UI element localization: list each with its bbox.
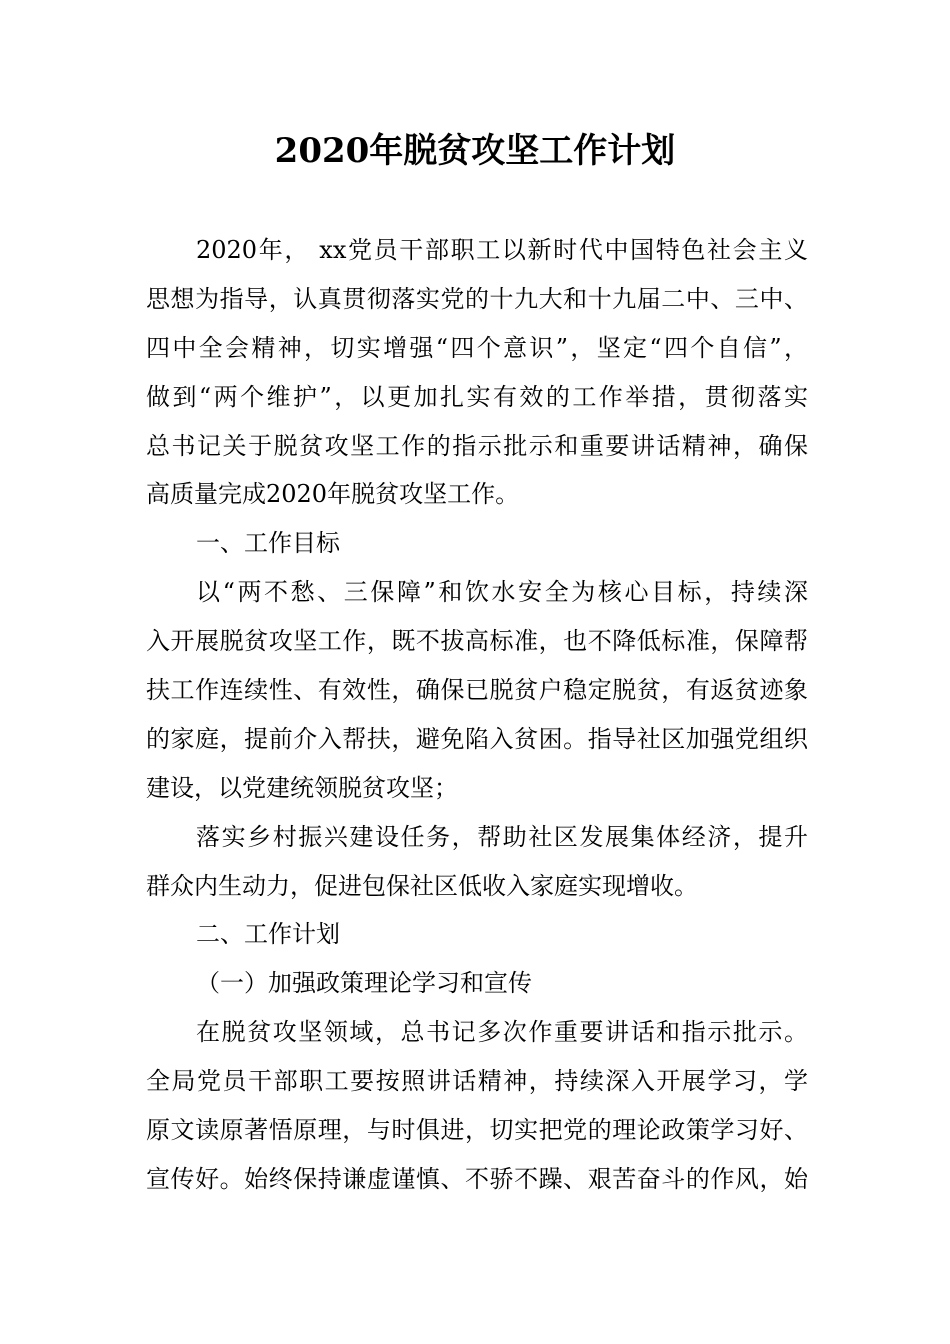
document-body <box>146 226 808 1204</box>
paragraph-line: 宣传好。始终保持谦虚谨慎、不骄不躁、艰苦奋斗的作风，始 <box>146 1164 808 1193</box>
paragraph-line: 扶工作连续性、有效性，确保已脱贫户稳定脱贫，有返贫迹象 <box>146 676 808 705</box>
paragraph-line: 入开展脱贫攻坚工作，既不拔高标准，也不降低标准，保障帮 <box>146 627 808 656</box>
document-title: 2020年脱贫攻坚工作计划 <box>274 131 676 171</box>
paragraph-line: 落实乡村振兴建设任务，帮助社区发展集体经济，提升 <box>196 822 808 851</box>
paragraph-line: 的家庭，提前介入帮扶，避免陷入贫困。指导社区加强党组织 <box>146 724 808 753</box>
paragraph-line: 做到“两个维护”，以更加扎实有效的工作举措，贯彻落实 <box>146 382 808 411</box>
section-heading: 二、工作计划 <box>196 920 340 949</box>
paragraph-line: 思想为指导，认真贯彻落实党的十九大和十九届二中、三中、 <box>146 284 808 313</box>
paragraph-line: 群众内生动力，促进包保社区低收入家庭实现增收。 <box>146 871 698 900</box>
paragraph-line: 全局党员干部职工要按照讲话精神，持续深入开展学习，学 <box>146 1067 808 1096</box>
paragraph-line: 总书记关于脱贫攻坚工作的指示批示和重要讲话精神，确保 <box>146 431 808 460</box>
paragraph-line: 四中全会精神，切实增强“四个意识”，坚定“四个自信”， <box>146 333 808 362</box>
subsection-heading: （一）加强政策理论学习和宣传 <box>196 969 532 998</box>
paragraph-line: 高质量完成2020年脱贫攻坚工作。 <box>146 480 520 509</box>
section-heading: 一、工作目标 <box>196 529 340 558</box>
paragraph-line: 建设，以党建统领脱贫攻坚； <box>146 773 458 802</box>
paragraph-line: 原文读原著悟原理，与时俱进，切实把党的理论政策学习好、 <box>146 1116 808 1145</box>
paragraph-line: 以“两不愁、三保障”和饮水安全为核心目标，持续深 <box>196 578 808 607</box>
paragraph-line: 2020年， xx党员干部职工以新时代中国特色社会主义 <box>196 236 808 264</box>
paragraph-line: 在脱贫攻坚领域，总书记多次作重要讲话和指示批示。 <box>196 1018 808 1047</box>
